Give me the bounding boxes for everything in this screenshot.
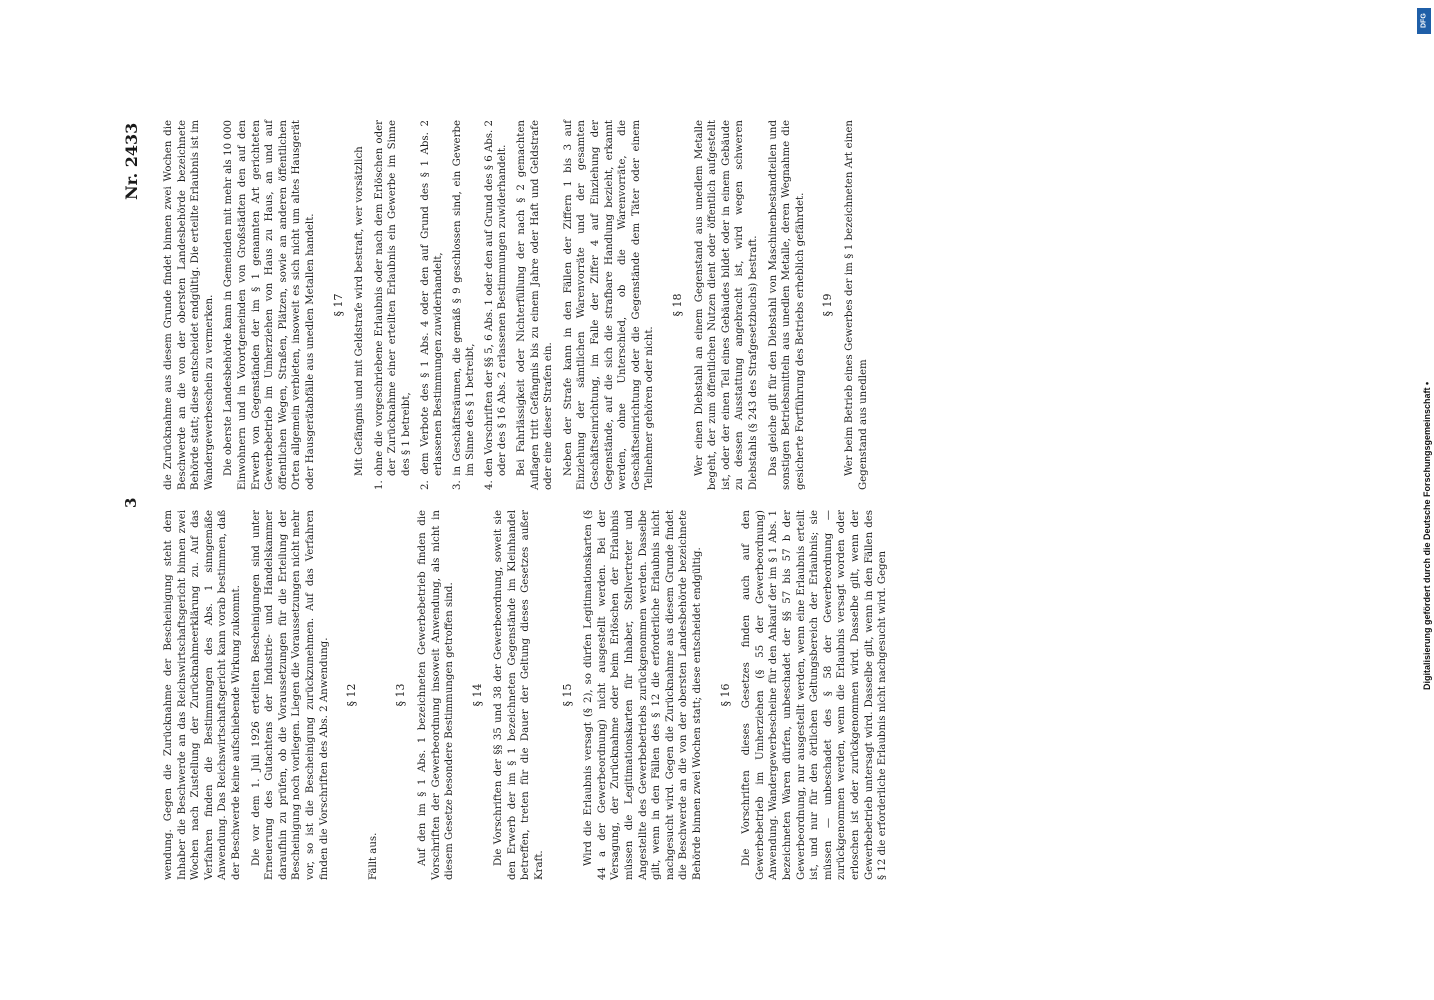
list-item: 3. in Geschäftsräumen, die gemäß § 9 geschlossen sind, ein Gewerbe im Sinne des § 1 betreibt, xyxy=(451,120,477,490)
paragraph: wendung. Gegen die Zurücknahme der Bescheinigung steht dem Inhaber die Beschwerde an das Reichswirtschaftsgericht binnen zwei Wochen nach Zustellung der Zurücknahmeerklärung zu. Auf das Verfahren finden die Bestimmungen des Abs. 1 sinngemäße Anwendung. Das Reichswirtschaftsgericht kann vorab bestimmen, daß der Beschwerde keine aufschiebende Wirkung zukommt. xyxy=(163,510,242,880)
paragraph: Neben der Strafe kann in den Fällen der Ziffern 1 bis 3 auf Einziehung der sämtlichen Warenvorräte und der gesamten Geschäftseinrichtung, im Falle der Ziffer 4 auf Einziehung der Gegenstände, auf die sich die strafbare Handlung bezieht, erkannt werden, ohne Unterschied, ob die Warenvorräte, die Geschäftseinrichtung oder die Gegenstände dem Täter oder einem Teilnehmer gehören oder nicht. xyxy=(562,120,656,490)
list-item: 1. ohne die vorgeschriebene Erlaubnis oder nach dem Erlöschen oder der Zurücknahme einer erteilten Erlaubnis ein Gewerbe im Sinne des § 1 betreibt, xyxy=(373,120,412,490)
paragraph: Das gleiche gilt für den Diebstahl von Maschinenbestandteilen und sonstigen Betriebsmitteln aus unedlen Metalle, deren Wegnahme die gesicherte Fortführung des Betriebs erheblich gefährdet. xyxy=(767,120,806,490)
section-heading: § 18 xyxy=(671,293,684,317)
paragraph: Fällt aus. xyxy=(367,832,379,880)
paragraph: Wer einen Diebstahl an einem Gegenstand aus unedlem Metalle begeht, der zum öffentlichen Nutzen dient oder öffentlich aufgestellt ist, oder der einen Teil eines Gebäudes bildet oder in einem Gebäude zu dessen Ausstattung angebracht ist, wird wegen schweren Diebstahls (§ 243 des Strafgesetzbuchs) bestraft. xyxy=(693,120,759,490)
section-heading: § 12 xyxy=(345,683,359,707)
paragraph: Die Vorschriften der §§ 35 und 38 der Gewerbeordnung, soweit sie den Erwerb der im § 1 bezeichneten Gegenstände im Kleinhandel betreffen, treten für die Dauer der Geltung dieses Gesetzes außer Kraft. xyxy=(493,510,546,880)
section-heading: § 17 xyxy=(331,293,345,317)
paragraph: Die oberste Landesbehörde kann in Gemeinden mit mehr als 10 000 Einwohnern und in Vorortgemeinden von Großstädten den auf den Erwerb von Gegenständen der im § 1 genannten Art gerichteten Gewerbebetrieb im Umherziehen von Haus zu Haus, an und auf öffentlichen Wegen, Straßen, Plätzen, sowie an anderen öffentlichen Orten allgemein verbieten, insoweit es sich nicht um altes Hausgerät oder Hausgerätabfälle aus unedlen Metallen handelt. xyxy=(223,120,316,490)
rotated-page xyxy=(122,100,1302,900)
dfg-logo: DFG xyxy=(1417,8,1431,34)
page-number: 3 xyxy=(122,497,140,508)
right-column xyxy=(162,120,876,490)
paragraph: Auf den im § 1 Abs. 1 bezeichneten Gewerbebetrieb finden die Vorschriften der Gewerbeordnung insoweit Anwendung, als nicht in diesem Gesetze besondere Bestimmungen getroffen sind. xyxy=(416,510,456,880)
paragraph: Wer beim Betrieb eines Gewerbes der im § 1 bezeichneten Art einen Gegenstand aus unedlem xyxy=(843,120,869,490)
paragraph: Mit Gefängnis und mit Geldstrafe wird bestraft, wer vorsätzlich xyxy=(354,146,366,476)
section-heading: § 14 xyxy=(470,683,484,707)
paragraph: Bei Fahrlässigkeit oder Nichterfüllung der nach § 2 gemachten Auflagen tritt Gefängnis bis zu einem Jahre oder Haft und Geldstrafe oder eine dieser Strafen ein. xyxy=(516,120,555,490)
section-heading: § 13 xyxy=(394,683,408,707)
paragraph: Wird die Erlaubnis versagt (§ 2), so dürfen Legitimationskarten (§ 44 a der Gewerbeordnung) nicht ausgestellt werden. Bei der Versagung, der Zurücknahme oder beim Erlöschen der Erlaubnis müssen die Legitimationskarten für Inhaber, Stellvertreter und Angestellte des Gewerbebetriebs zurückgenommen werden. Dasselbe gilt, wenn in den Fällen des § 12 die erforderliche Erlaubnis nicht nachgesucht wird. Gegen die Zurücknahme aus diesem Grunde findet die Beschwerde an die von der obersten Landesbehörde bezeichnete Behörde binnen zwei Wochen statt; diese entscheidet endgültig. xyxy=(583,510,703,880)
paragraph: Die Vorschriften dieses Gesetzes finden auch auf den Gewerbebetrieb im Umherziehen (§ 55 der Gewerbeordnung) Anwendung. Wandergewerbescheine für den Ankauf der im § 1 Abs. 1 bezeichneten Waren dürfen, unbeschadet der §§ 57 bis 57 b der Gewerbeordnung, nur ausgestellt werden, wenn eine Erlaubnis erteilt ist, und nur für den örtlichen Geltungsbereich der Erlaubnis; sie müssen — unbeschadet des § 58 der Gewerbeordnung — zurückgenommen werden, wenn die Erlaubnis versagt worden oder erloschen ist oder zurückgenommen wird. Dasselbe gilt, wenn der Gewerbebetrieb untersagt wird. Dasselbe gilt, wenn in den Fällen des § 12 die erforderliche Erlaubnis nicht nachgesucht wird. Gegen xyxy=(741,510,889,880)
list-item: 2. dem Verbote des § 1 Abs. 4 oder den auf Grund des § 1 Abs. 2 erlassenen Bestimmungen zuwiderhandelt, xyxy=(419,120,445,490)
list-item: 4. den Vorschriften der §§ 5, 6 Abs. 1 oder den auf Grund des § 6 Abs. 2 oder des § 16 Abs. 2 erlassenen Bestimmungen zuwiderhandelt. xyxy=(483,120,509,490)
section-heading: § 19 xyxy=(821,293,835,317)
paragraph: die Zurücknahme aus diesem Grunde findet binnen zwei Wochen die Beschwerde an die von der obersten Landesbehörde bezeichnete Behörde statt; diese entscheidet endgültig. Die erteilte Erlaubnis ist im Wandergewerbeschein zu vermerken. xyxy=(163,120,215,490)
left-column xyxy=(162,510,896,880)
digitization-credit: Digitalisierung gefördert durch die Deutsche Forschungsgemeinschaft • xyxy=(1422,381,1432,690)
gazette-number: Nr. 2433 xyxy=(122,122,141,200)
paragraph: Die vor dem 1. Juli 1926 erteilten Bescheinigungen sind unter Erneuerung des Gutachtens der Industrie- und Handelskammer daraufhin zu prüfen, ob die Voraussetzungen für die Erteilung der Bescheinigung noch vorliegen. Liegen die Voraussetzungen nicht mehr vor, so ist die Bescheinigung zurückzunehmen. Auf das Verfahren finden die Vorschriften des Abs. 2 Anwendung. xyxy=(250,510,330,880)
section-heading: § 16 xyxy=(718,683,732,707)
section-heading: § 15 xyxy=(560,683,574,707)
